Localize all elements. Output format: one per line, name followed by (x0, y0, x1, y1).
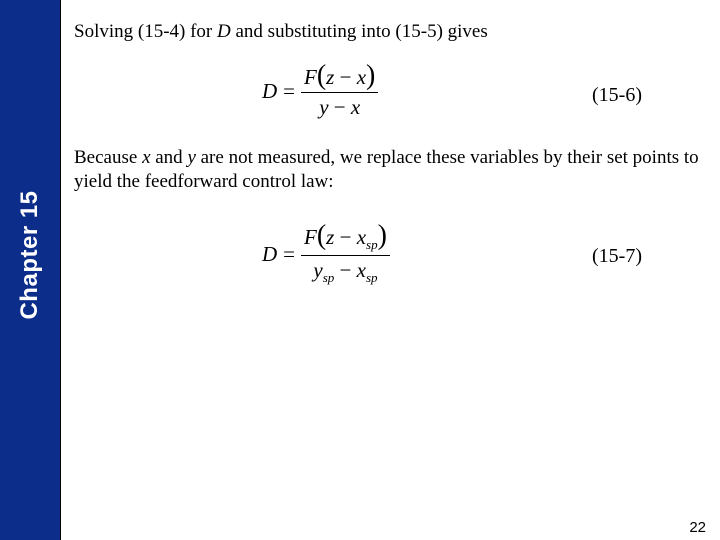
equation-15-7 (262, 222, 390, 286)
eq1-num-minus: − (334, 65, 357, 89)
equation-15-6 (262, 62, 378, 120)
eq1-numerator (301, 62, 378, 93)
p2-variable-x: x (142, 147, 151, 168)
chapter-label: Chapter 15 (16, 190, 43, 320)
eq1-num-x: x (356, 65, 367, 89)
eq1-num-z: z (326, 65, 335, 89)
eq2-den-y: y (313, 258, 323, 282)
eq2-den-x: x (356, 258, 366, 282)
setpoint-paragraph (74, 146, 704, 194)
eq2-num-x: x (356, 225, 367, 249)
eq1-fraction (301, 62, 378, 120)
equation-number-15-6: (15-6) (592, 84, 642, 106)
eq1-num-close-paren: ) (366, 60, 376, 91)
eq2-num-f: F (304, 225, 317, 249)
sidebar-divider (60, 0, 61, 540)
eq2-num-z: z (326, 225, 335, 249)
eq2-fraction (301, 222, 390, 286)
eq2-equals: = (283, 241, 296, 266)
eq1-lhs: D (262, 78, 278, 103)
eq2-lhs: D (262, 241, 278, 266)
p2-text-3: are not measured, we replace these variables by their set points to yield the feedforward control law: (74, 147, 699, 192)
p2-text-1: Because (74, 147, 143, 168)
intro-text-post: and substituting into (15-5) gives (230, 21, 488, 42)
intro-paragraph (74, 20, 694, 44)
eq2-den-minus: − (334, 258, 357, 282)
page-number: 22 (689, 519, 706, 536)
eq1-num-open-paren: ( (316, 60, 327, 91)
eq1-den-y: y (319, 95, 329, 119)
eq2-den-y-subscript: sp (322, 270, 335, 285)
eq1-denominator (319, 93, 360, 120)
eq2-num-open-paren: ( (316, 220, 327, 251)
eq2-den-x-subscript: sp (365, 270, 378, 285)
intro-text-pre: Solving (15-4) for (74, 21, 218, 42)
intro-variable-d: D (217, 21, 231, 42)
equation-number-15-7: (15-7) (592, 245, 642, 267)
eq2-num-minus: − (334, 225, 357, 249)
eq1-equals: = (283, 78, 296, 103)
chapter-sidebar (0, 0, 60, 540)
eq1-den-x: x (350, 95, 361, 119)
eq2-num-close-paren: ) (377, 220, 387, 251)
eq1-den-minus: − (328, 95, 351, 119)
eq2-denominator (313, 256, 377, 286)
p2-variable-y: y (187, 147, 196, 168)
eq2-num-x-subscript: sp (366, 237, 378, 252)
eq2-numerator (301, 222, 390, 256)
eq1-num-f: F (304, 65, 317, 89)
p2-text-2: and (150, 147, 188, 168)
